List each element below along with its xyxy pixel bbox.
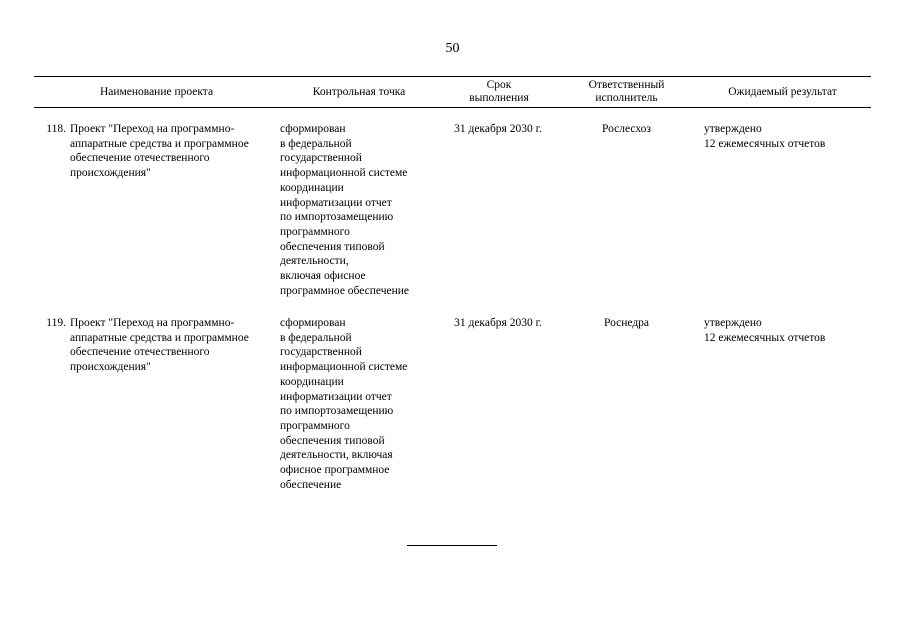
page-number: 50 xyxy=(445,41,460,56)
term-date: 31 декабря 2030 г. xyxy=(454,123,542,135)
project-name-line: обеспечение отечественного xyxy=(70,152,210,165)
checkpoint-line: сформирован xyxy=(280,123,346,135)
header-term-line: Срок xyxy=(486,79,512,91)
checkpoint xyxy=(280,122,440,298)
header-checkpoint: Контрольная точка xyxy=(312,85,406,98)
checkpoint-line: деятельности, xyxy=(280,255,349,268)
project-name-line: аппаратные средства и программное xyxy=(70,137,249,150)
checkpoint-line: государственной xyxy=(280,346,362,359)
checkpoint-line: в федеральной xyxy=(280,331,352,344)
checkpoint-line: по импортозамещению xyxy=(280,405,394,418)
checkpoint-line: государственной xyxy=(280,152,362,165)
expected-result-line: утверждено xyxy=(704,317,762,329)
header-term-line: выполнения xyxy=(469,92,529,104)
checkpoint-line: информатизации отчет xyxy=(280,196,392,209)
table-header xyxy=(34,76,871,108)
checkpoint-line: координации xyxy=(280,181,344,194)
project-name-line: Проект "Переход на программно- xyxy=(70,123,235,135)
project-name xyxy=(70,122,280,181)
checkpoint-line: деятельности, включая xyxy=(280,449,393,462)
checkpoint-line: обеспечения типовой xyxy=(280,434,385,447)
project-name-line: обеспечение отечественного xyxy=(70,346,210,359)
project-name-line: аппаратные средства и программное xyxy=(70,331,249,344)
checkpoint-line: сформирован xyxy=(280,317,346,329)
projects-table xyxy=(34,76,871,491)
header-responsible-line: Ответственный xyxy=(588,79,665,91)
expected-result xyxy=(704,316,871,345)
project-name-line: Проект "Переход на программно- xyxy=(70,317,235,329)
header-project-name: Наименование проекта xyxy=(99,85,214,98)
expected-result-line: 12 ежемесячных отчетов xyxy=(704,331,826,344)
responsible-executor: Роснедра xyxy=(603,317,650,329)
term-date: 31 декабря 2030 г. xyxy=(454,317,542,329)
checkpoint-line: включая офисное xyxy=(280,270,366,283)
header-term xyxy=(439,77,559,107)
checkpoint-line: по импортозамещению xyxy=(280,211,394,224)
row-number: 118. xyxy=(46,123,66,135)
end-of-section-rule xyxy=(407,545,497,546)
checkpoint-line: программного xyxy=(280,225,350,238)
header-responsible xyxy=(559,77,694,107)
responsible-executor: Рослесхоз xyxy=(602,123,651,135)
row-number: 119. xyxy=(46,317,66,329)
checkpoint-line: информационной системе xyxy=(280,361,408,374)
checkpoint-line: координации xyxy=(280,375,344,388)
checkpoint-line: программное обеспечение xyxy=(280,284,410,297)
checkpoint xyxy=(280,316,440,492)
checkpoint-line: обеспечения типовой xyxy=(280,240,385,253)
expected-result xyxy=(704,122,871,151)
checkpoint-line: офисное программное xyxy=(280,464,390,477)
checkpoint-line: информатизации отчет xyxy=(280,390,392,403)
checkpoint-line: в федеральной xyxy=(280,137,352,150)
project-name xyxy=(70,316,280,375)
header-expected-result: Ожидаемый результат xyxy=(728,85,837,98)
project-name-line: происхождения" xyxy=(70,167,151,180)
project-name-line: происхождения" xyxy=(70,361,151,374)
header-responsible-line: исполнитель xyxy=(595,92,658,104)
checkpoint-line: программного xyxy=(280,419,350,432)
checkpoint-line: информационной системе xyxy=(280,167,408,180)
expected-result-line: 12 ежемесячных отчетов xyxy=(704,137,826,150)
checkpoint-line: обеспечение xyxy=(280,478,342,491)
expected-result-line: утверждено xyxy=(704,123,762,135)
